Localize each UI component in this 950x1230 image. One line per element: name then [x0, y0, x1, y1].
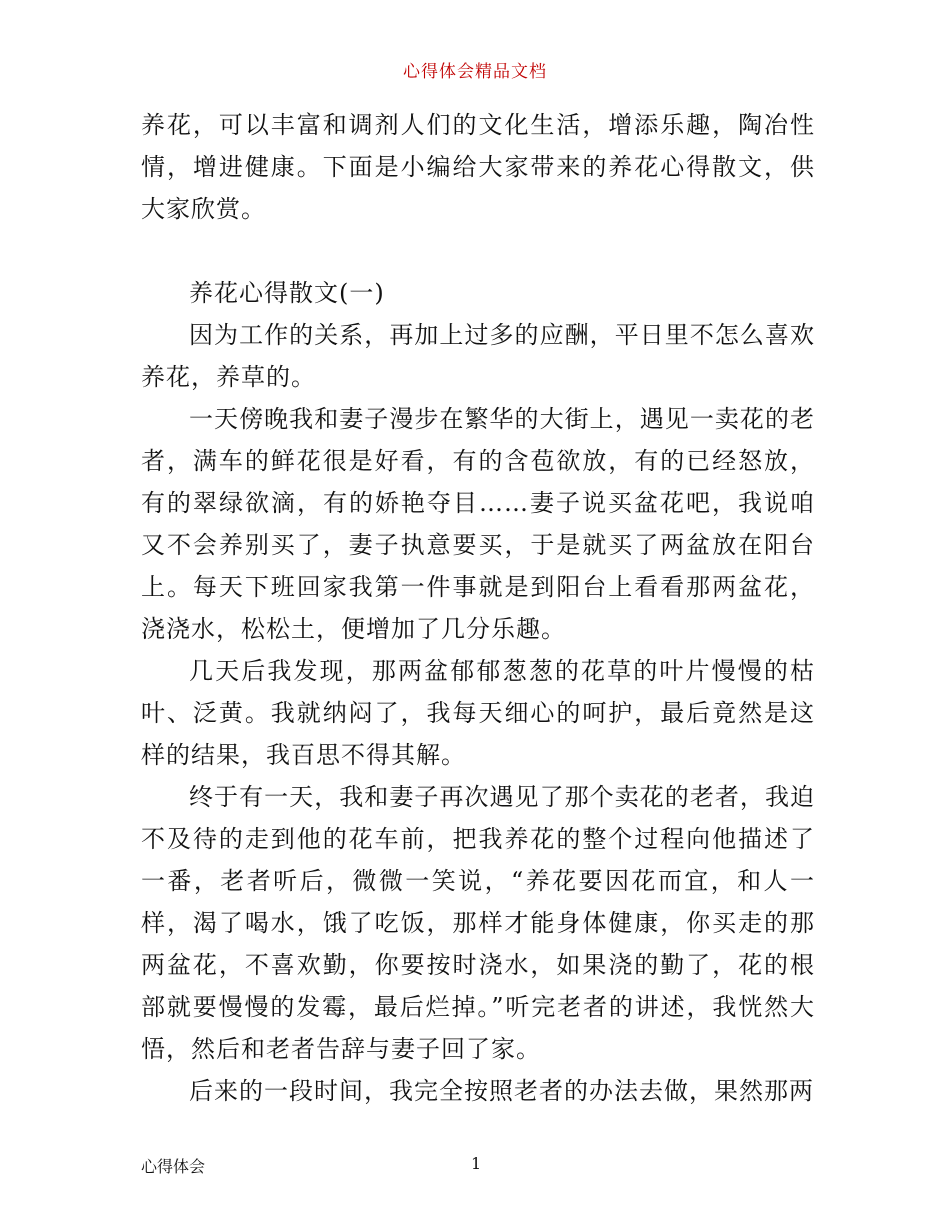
document-body — [141, 104, 815, 1112]
section-title: 养花心得散文(一) — [189, 279, 385, 307]
body-paragraph: 一天傍晚我和妻子漫步在繁华的大街上，遇见一卖花的老者，满车的鲜花很是好看，有的含苞欲放，有的已经怒放，有的翠绿欲滴，有的娇艳夺目……妻子说买盆花吧，我说咱又不会养别买了，妻子执意要买，于是就买了两盆放在阳台上。每天下班回家我第一件事就是到阳台上看看那两盆花，浇浇水，松松土，便增加了几分乐趣。 — [141, 405, 815, 643]
body-paragraph: 后来的一段时间，我完全按照老者的办法去做，果然那两 — [189, 1077, 814, 1105]
footer-label: 心得体会 — [141, 1157, 206, 1176]
paragraph-spacer — [141, 230, 815, 272]
intro-paragraph: 养花，可以丰富和调剂人们的文化生活，增添乐趣，陶冶性情，增进健康。下面是小编给大家带来的养花心得散文，供大家欣赏。 — [141, 111, 815, 223]
body-paragraph: 因为工作的关系，再加上过多的应酬，平日里不怎么喜欢养花，养草的。 — [141, 321, 815, 391]
page-header-title: 心得体会精品文档 — [403, 62, 547, 82]
body-paragraph: 终于有一天，我和妻子再次遇见了那个卖花的老者，我迫不及待的走到他的花车前，把我养花的整个过程向他描述了一番，老者听后，微微一笑说，“养花要因花而宜，和人一样，渴了喝水，饿了吃饭，那样才能身体健康，你买走的那两盆花，不喜欢勤，你要按时浇水，如果浇的勤了，花的根部就要慢慢的发霉，最后烂掉。”听完老者的讲述，我恍然大悟，然后和老者告辞与妻子回了家。 — [141, 783, 815, 1063]
page-number: 1 — [471, 1154, 482, 1173]
body-paragraph: 几天后我发现，那两盆郁郁葱葱的花草的叶片慢慢的枯叶、泛黄。我就纳闷了，我每天细心的呵护，最后竟然是这样的结果，我百思不得其解。 — [141, 657, 815, 769]
